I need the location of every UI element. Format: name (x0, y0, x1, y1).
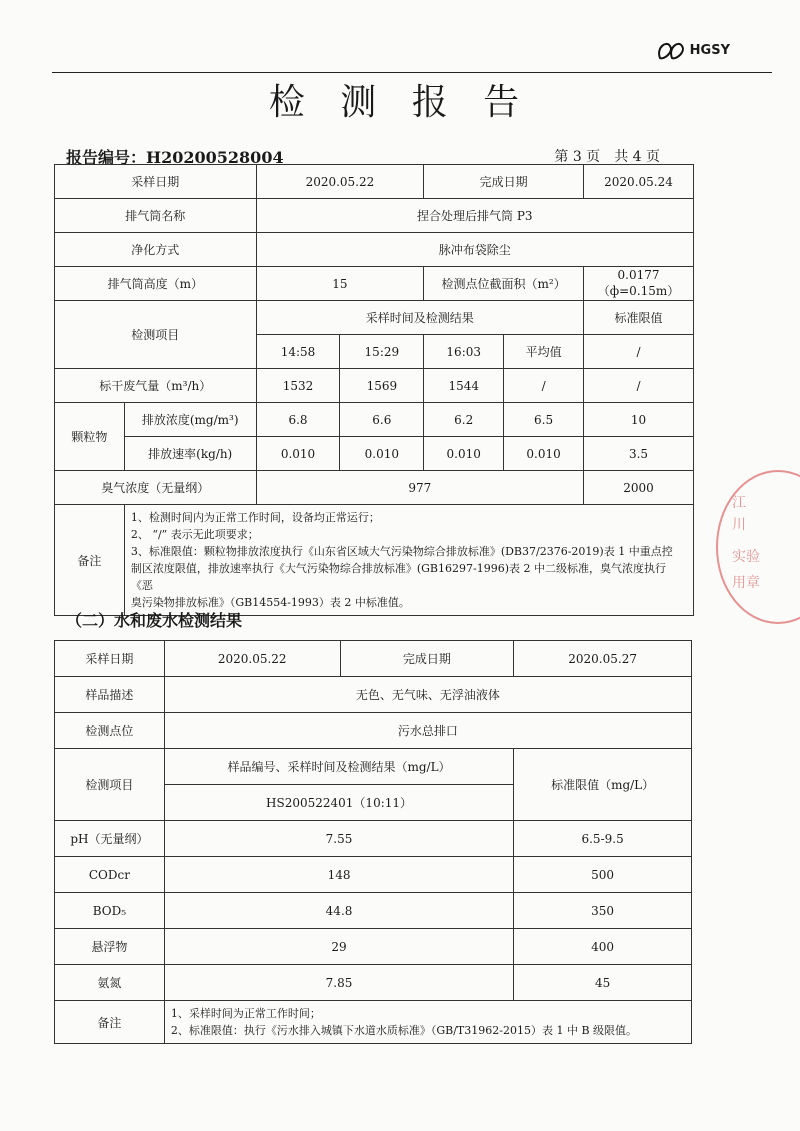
exhaust-gas-table (54, 164, 694, 616)
label-cell: 检测项目 (55, 301, 257, 369)
stamp-text: 实验 (732, 549, 760, 565)
table-row (55, 965, 692, 1001)
time-cell: / (584, 335, 694, 369)
value-cell: 10 (584, 403, 694, 437)
stamp-text: 川 (732, 517, 746, 533)
report-number: 报告编号：H20200528004 (66, 148, 284, 167)
label-cell: 排放速率(kg/h) (124, 437, 256, 471)
label-cell: 采样时间及检测结果 (256, 301, 583, 335)
table-row (55, 1001, 692, 1044)
value-cell: 45 (514, 965, 692, 1001)
label-cell: pH（无量纲） (55, 821, 165, 857)
value-cell: 0.010 (504, 437, 584, 471)
stamp-text: 用章 (732, 575, 760, 591)
logo-mark-icon (656, 38, 686, 62)
value-cell: 7.85 (164, 965, 513, 1001)
table-row (55, 165, 694, 199)
value-cell: 148 (164, 857, 513, 893)
label-cell: 氨氮 (55, 965, 165, 1001)
time-cell: 平均值 (504, 335, 584, 369)
value-cell: HS200522401（10:11） (164, 785, 513, 821)
table-row (55, 437, 694, 471)
label-cell: 排气筒名称 (55, 199, 257, 233)
label-cell: 备注 (55, 505, 125, 616)
value-cell: 2020.05.24 (584, 165, 694, 199)
page-number: 第 3 页 (554, 149, 601, 165)
label-cell: 采样日期 (55, 641, 165, 677)
value-cell: 0.010 (340, 437, 424, 471)
table-row (55, 301, 694, 335)
stamp-text: 江 (732, 495, 746, 511)
value-cell: 0.010 (256, 437, 340, 471)
label-cell: 完成日期 (340, 641, 514, 677)
value-cell: 1569 (340, 369, 424, 403)
label-cell: 标准限值（mg/L） (514, 749, 692, 821)
total-pages: 共 4 页 (614, 149, 660, 165)
label-cell: 悬浮物 (55, 929, 165, 965)
table-row (55, 369, 694, 403)
table-row (55, 505, 694, 616)
label-cell: 标准限值 (584, 301, 694, 335)
label-cell: 检测点位截面积（m²） (424, 267, 584, 301)
wastewater-table (54, 640, 692, 1044)
value-cell: 3.5 (584, 437, 694, 471)
table-row (55, 471, 694, 505)
value-cell: 7.55 (164, 821, 513, 857)
label-cell: 排气筒高度（m） (55, 267, 257, 301)
table-row (55, 641, 692, 677)
label-cell: 颗粒物 (55, 403, 125, 471)
table-row (55, 199, 694, 233)
value-cell: / (504, 369, 584, 403)
label-cell: CODcr (55, 857, 165, 893)
value-cell: 2020.05.22 (164, 641, 340, 677)
note-line: 臭污染物排放标准》（GB14554-1993）表 2 中标准值。 (130, 596, 410, 609)
value-cell: 6.5 (504, 403, 584, 437)
label-cell: 样品描述 (55, 677, 165, 713)
value-cell: 0.010 (424, 437, 504, 471)
value-cell: 1532 (256, 369, 340, 403)
note-line: 1、采样时间为正常工作时间； (170, 1007, 321, 1020)
label-cell: 备注 (55, 1001, 165, 1044)
label-cell: 检测项目 (55, 749, 165, 821)
page-info (540, 146, 660, 166)
value-cell: 977 (256, 471, 583, 505)
value-cell: 捏合处理后排气筒 P3 (256, 199, 693, 233)
note-line: 制区浓度限值，排放速率执行《大气污染物综合排放标准》(GB16297-1996)表 2 中二级标准，臭气浓度执行《恶 (130, 562, 666, 592)
note-line: 2、 “/” 表示无此项要求； (130, 528, 259, 541)
label-cell: 采样日期 (55, 165, 257, 199)
value-cell: 500 (514, 857, 692, 893)
page-title: 检 测 报 告 (268, 82, 532, 123)
table-row (55, 893, 692, 929)
value-cell: 2020.05.27 (514, 641, 692, 677)
notes-cell (164, 1001, 691, 1044)
label-cell: 标干废气量（m³/h） (55, 369, 257, 403)
value-cell: 44.8 (164, 893, 513, 929)
time-cell: 16:03 (424, 335, 504, 369)
value-cell: 15 (256, 267, 424, 301)
label-cell: 净化方式 (55, 233, 257, 267)
notes-cell (124, 505, 693, 616)
value-cell: 6.6 (340, 403, 424, 437)
section-title: （二）水和废水检测结果 (66, 611, 243, 630)
time-cell: 15:29 (340, 335, 424, 369)
value-cell: / (584, 369, 694, 403)
value-cell: 2000 (584, 471, 694, 505)
label-cell: 完成日期 (424, 165, 584, 199)
label-cell: 检测点位 (55, 713, 165, 749)
value-cell: 脉冲布袋除尘 (256, 233, 693, 267)
table-row (55, 233, 694, 267)
value-cell: 0.0177（ф=0.15m） (584, 267, 694, 301)
header-rule (52, 72, 772, 73)
table-row (55, 677, 692, 713)
time-cell: 14:58 (256, 335, 340, 369)
note-line: 1、检测时间内为正常工作时间，设备均正常运行； (130, 511, 380, 524)
value-cell: 无色、无气味、无浮油液体 (164, 677, 691, 713)
table-row (55, 403, 694, 437)
table-row (55, 749, 692, 785)
company-logo (656, 38, 730, 62)
label-cell: 样品编号、采样时间及检测结果（mg/L） (164, 749, 513, 785)
value-cell: 6.5-9.5 (514, 821, 692, 857)
label-cell: 排放浓度(mg/m³) (124, 403, 256, 437)
value-cell: 污水总排口 (164, 713, 691, 749)
value-cell: 6.2 (424, 403, 504, 437)
note-line: 2、标准限值：执行《污水排入城镇下水道水质标准》（GB/T31962-2015）表 1 中 B 级限值。 (170, 1024, 638, 1037)
official-stamp (716, 470, 800, 624)
logo-text: HGSY (689, 42, 730, 58)
label-cell: 臭气浓度（无量纲） (55, 471, 257, 505)
value-cell: 350 (514, 893, 692, 929)
note-line: 3、标准限值：颗粒物排放浓度执行《山东省区域大气污染物综合排放标准》(DB37/2376-2019)表 1 中重点控 (130, 545, 673, 558)
table-row (55, 857, 692, 893)
value-cell: 29 (164, 929, 513, 965)
value-cell: 1544 (424, 369, 504, 403)
table-row (55, 267, 694, 301)
value-cell: 400 (514, 929, 692, 965)
label-cell: BOD₅ (55, 893, 165, 929)
table-row (55, 713, 692, 749)
value-cell: 6.8 (256, 403, 340, 437)
table-row (55, 929, 692, 965)
value-cell: 2020.05.22 (256, 165, 424, 199)
table-row (55, 821, 692, 857)
